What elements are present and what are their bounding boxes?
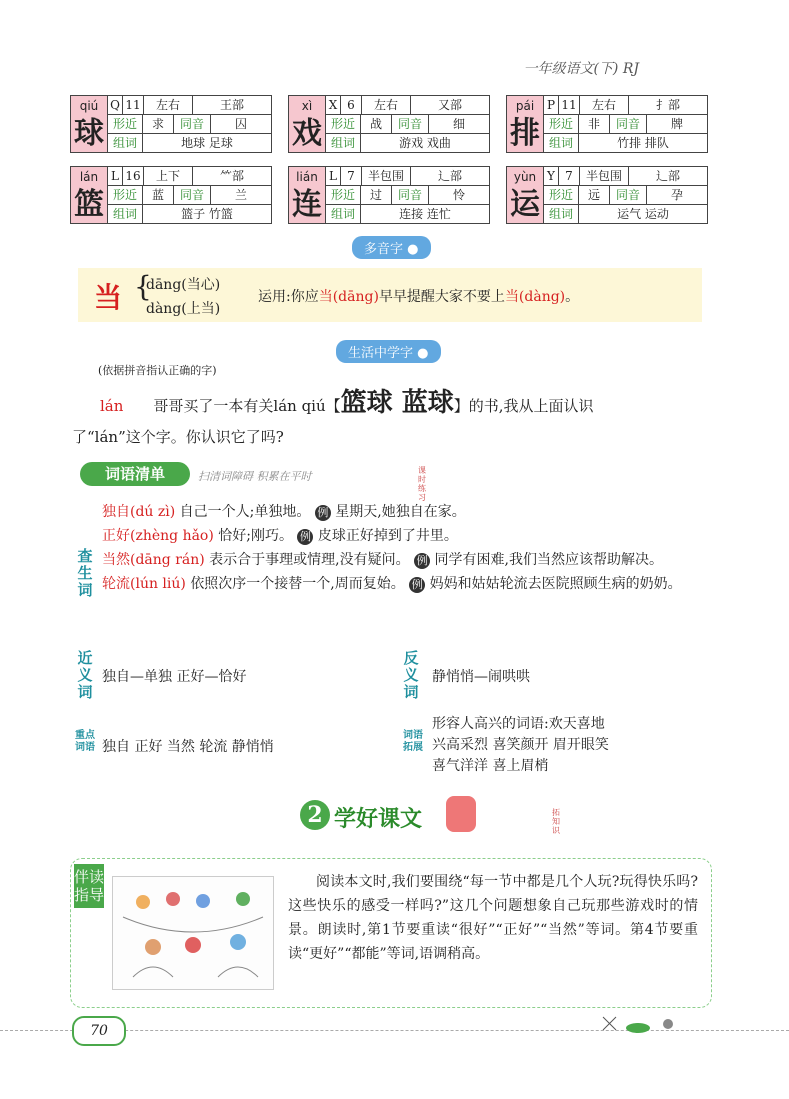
card-row-words — [543, 134, 707, 152]
card-radical: 辶部 — [628, 167, 707, 185]
life-note: (依据拼音指认正确的字) — [98, 364, 217, 377]
vocab-definition: 依照次序一个接替一个,周而复始。 — [190, 576, 405, 592]
card-row-info — [543, 96, 707, 115]
card-words: 篮子 竹篮 — [142, 205, 271, 223]
antonyms-label: 反义词 — [403, 649, 419, 701]
card-homophone: 囚 — [210, 115, 271, 133]
card-similar: 蓝 — [142, 186, 173, 204]
vocab-definition: 表示合于事理或情理,没有疑问。 — [209, 552, 410, 568]
card-similar-label: 形近 — [325, 186, 360, 204]
card-index: L — [325, 167, 340, 185]
card-row-words — [107, 205, 271, 223]
card-row-similar — [107, 115, 271, 134]
card-radical: 辶部 — [410, 167, 489, 185]
card-row-similar — [325, 186, 489, 205]
card-words-label: 组词 — [107, 134, 142, 152]
card-homophone-label: 同音 — [609, 186, 646, 204]
synonyms-label: 近义词 — [77, 649, 93, 701]
vocab-example: 妈妈和姑姑轮流去医院照顾生病的奶奶。 — [429, 576, 682, 592]
card-words: 游戏 戏曲 — [360, 134, 489, 152]
card-radical: 王部 — [192, 96, 271, 114]
card-strokes: 16 — [122, 167, 143, 185]
card-char: 连 — [289, 187, 325, 223]
card-index: Q — [107, 96, 122, 114]
vocab-definition: 自己一个人;单独地。 — [179, 504, 311, 520]
vocab-entry — [102, 500, 722, 524]
card-row-info — [325, 167, 489, 186]
card-row-words — [107, 134, 271, 152]
card-structure: 左右 — [143, 96, 192, 114]
section-title: 学好课文 — [334, 806, 423, 832]
vocab-example: 同学有困难,我们当然应该帮助解决。 — [434, 552, 663, 568]
card-index: L — [107, 167, 122, 185]
card-radical: 扌部 — [628, 96, 707, 114]
card-index: X — [325, 96, 340, 114]
vocab-word: 正好(zhèng hǎo) — [102, 528, 214, 544]
life-sentence-2: 了“lán”这个字。你认识它了吗? — [72, 428, 284, 446]
life-sentence: lán 哥哥买了一本有关lán qiú【篮球 蓝球】的书,我从上面认识 — [100, 388, 594, 418]
extension-label: 词语拓展 — [403, 730, 423, 753]
vocab-word: 独自(dú zì) — [102, 504, 176, 520]
card-char: 排 — [507, 116, 543, 152]
card-char: 篮 — [71, 187, 107, 223]
brace: { — [134, 270, 152, 303]
card-radical: ⺮部 — [192, 167, 271, 185]
reading-2: dàng(上当) — [146, 301, 221, 317]
card-strokes: 6 — [340, 96, 361, 114]
card-homophone: 细 — [428, 115, 489, 133]
card-row-words — [543, 205, 707, 223]
card-row-similar — [107, 186, 271, 205]
card-homophone: 孕 — [646, 186, 707, 204]
card-row-words — [325, 134, 489, 152]
section-number: 2 — [300, 800, 330, 830]
card-radical: 又部 — [410, 96, 489, 114]
windmill-decoration — [598, 1012, 698, 1034]
synonyms-text: 独自—单独 正好—恰好 — [102, 669, 247, 685]
card-homophone: 牌 — [646, 115, 707, 133]
card-row-info — [107, 96, 271, 115]
character-card — [70, 95, 272, 153]
card-char: 戏 — [289, 116, 325, 152]
example-mark: 例 — [414, 553, 430, 569]
vocab-entry — [102, 524, 722, 548]
vocab-definition: 恰好;刚巧。 — [218, 528, 293, 544]
card-pinyin: qiú — [71, 96, 107, 116]
key-words-text: 独自 正好 当然 轮流 静悄悄 — [102, 739, 274, 755]
reading-1: dāng(当心) — [146, 277, 221, 293]
antonyms-text: 静悄悄—闹哄哄 — [432, 669, 530, 685]
character-card — [288, 166, 490, 224]
card-similar-label: 形近 — [107, 115, 142, 133]
card-strokes: 11 — [558, 96, 579, 114]
card-row-words — [325, 205, 489, 223]
card-structure: 左右 — [361, 96, 410, 114]
card-pinyin: lián — [289, 167, 325, 187]
card-strokes: 7 — [340, 167, 361, 185]
card-homophone-label: 同音 — [391, 186, 428, 204]
card-row-similar — [543, 186, 707, 205]
character-card — [506, 166, 708, 224]
page-number: 70 — [72, 1016, 126, 1046]
card-similar-label: 形近 — [543, 115, 578, 133]
student-reading-illustration — [446, 796, 476, 832]
vocab-word: 轮流(lún liú) — [102, 576, 186, 592]
card-words-label: 组词 — [325, 134, 360, 152]
card-homophone-label: 同音 — [391, 115, 428, 133]
card-similar: 过 — [360, 186, 391, 204]
card-homophone-label: 同音 — [173, 186, 210, 204]
card-pinyin: lán — [71, 167, 107, 187]
section-side-note: 拓知识 — [552, 808, 560, 835]
card-similar-label: 形近 — [325, 115, 360, 133]
card-row-similar — [543, 115, 707, 134]
card-row-info — [325, 96, 489, 115]
card-words: 运气 运动 — [578, 205, 707, 223]
vocab-title: 词语清单 — [80, 462, 190, 486]
vocab-subtitle: 扫清词障碍 积累在平时 — [198, 470, 312, 483]
card-char: 运 — [507, 187, 543, 223]
card-homophone: 兰 — [210, 186, 271, 204]
card-words: 连接 连忙 — [360, 205, 489, 223]
card-similar: 战 — [360, 115, 391, 133]
vocab-entry — [102, 548, 722, 572]
card-words: 地球 足球 — [142, 134, 271, 152]
card-strokes: 7 — [558, 167, 579, 185]
card-similar: 非 — [578, 115, 609, 133]
card-index: Y — [543, 167, 558, 185]
card-pinyin: yùn — [507, 167, 543, 187]
character-card — [506, 95, 708, 153]
vocab-side-note: 课时练习 — [418, 466, 426, 502]
polyphone-box — [78, 268, 702, 322]
example-mark: 例 — [297, 529, 313, 545]
character-card — [70, 166, 272, 224]
card-homophone-label: 同音 — [609, 115, 646, 133]
card-words-label: 组词 — [107, 205, 142, 223]
vocab-example: 皮球正好掉到了井里。 — [317, 528, 458, 544]
card-row-similar — [325, 115, 489, 134]
card-structure: 半包围 — [579, 167, 628, 185]
vocab-side-label: 查生词 — [77, 547, 93, 599]
polyphone-tag: 多音字 ● — [352, 236, 431, 259]
card-row-info — [543, 167, 707, 186]
vocab-entries — [102, 500, 722, 596]
card-similar: 远 — [578, 186, 609, 204]
polyphone-usage: 运用:你应当(dāng)早早提醒大家不要上当(dàng)。 — [258, 289, 580, 305]
vocab-entry — [102, 572, 722, 596]
card-homophone: 怜 — [428, 186, 489, 204]
vocab-example: 星期天,她独自在家。 — [335, 504, 466, 520]
guide-label: 伴读指导 — [74, 864, 104, 908]
card-similar: 求 — [142, 115, 173, 133]
vocab-word: 当然(dāng rán) — [102, 552, 205, 568]
character-card — [288, 95, 490, 153]
children-playing-illustration-svg — [113, 877, 273, 989]
extension-text: 形容人高兴的词语:欢天喜地 兴高采烈 喜笑颜开 眉开眼笑 喜气洋洋 喜上眉梢 — [432, 716, 609, 774]
children-playing-illustration — [112, 876, 274, 990]
card-structure: 左右 — [579, 96, 628, 114]
card-words: 竹排 排队 — [578, 134, 707, 152]
card-row-info — [107, 167, 271, 186]
key-words-label: 重点词语 — [75, 730, 95, 753]
running-header: 一年级语文(下) RJ — [523, 61, 639, 77]
polyphone-char: 当 — [94, 281, 123, 314]
card-words-label: 组词 — [543, 205, 578, 223]
windmill-decoration-svg — [598, 1012, 698, 1034]
example-mark: 例 — [315, 505, 331, 521]
guide-text: 阅读本文时,我们要围绕“每一节中都是几个人玩?玩得快乐吗?这些快乐的感受一样吗?”这几个问题想象自己玩那些游戏时的情景。朗读时,第1节要重读“很好”“正好”“当然”等词。第4节要重读“更好”“都能”等词,语调稍高。 — [288, 874, 698, 962]
card-pinyin: pái — [507, 96, 543, 116]
card-words-label: 组词 — [325, 205, 360, 223]
card-structure: 上下 — [143, 167, 192, 185]
card-strokes: 11 — [122, 96, 143, 114]
card-structure: 半包围 — [361, 167, 410, 185]
card-char: 球 — [71, 116, 107, 152]
card-words-label: 组词 — [543, 134, 578, 152]
card-homophone-label: 同音 — [173, 115, 210, 133]
card-similar-label: 形近 — [543, 186, 578, 204]
card-similar-label: 形近 — [107, 186, 142, 204]
example-mark: 例 — [409, 577, 425, 593]
card-pinyin: xì — [289, 96, 325, 116]
card-index: P — [543, 96, 558, 114]
life-tag: 生活中学字 ● — [336, 340, 441, 363]
